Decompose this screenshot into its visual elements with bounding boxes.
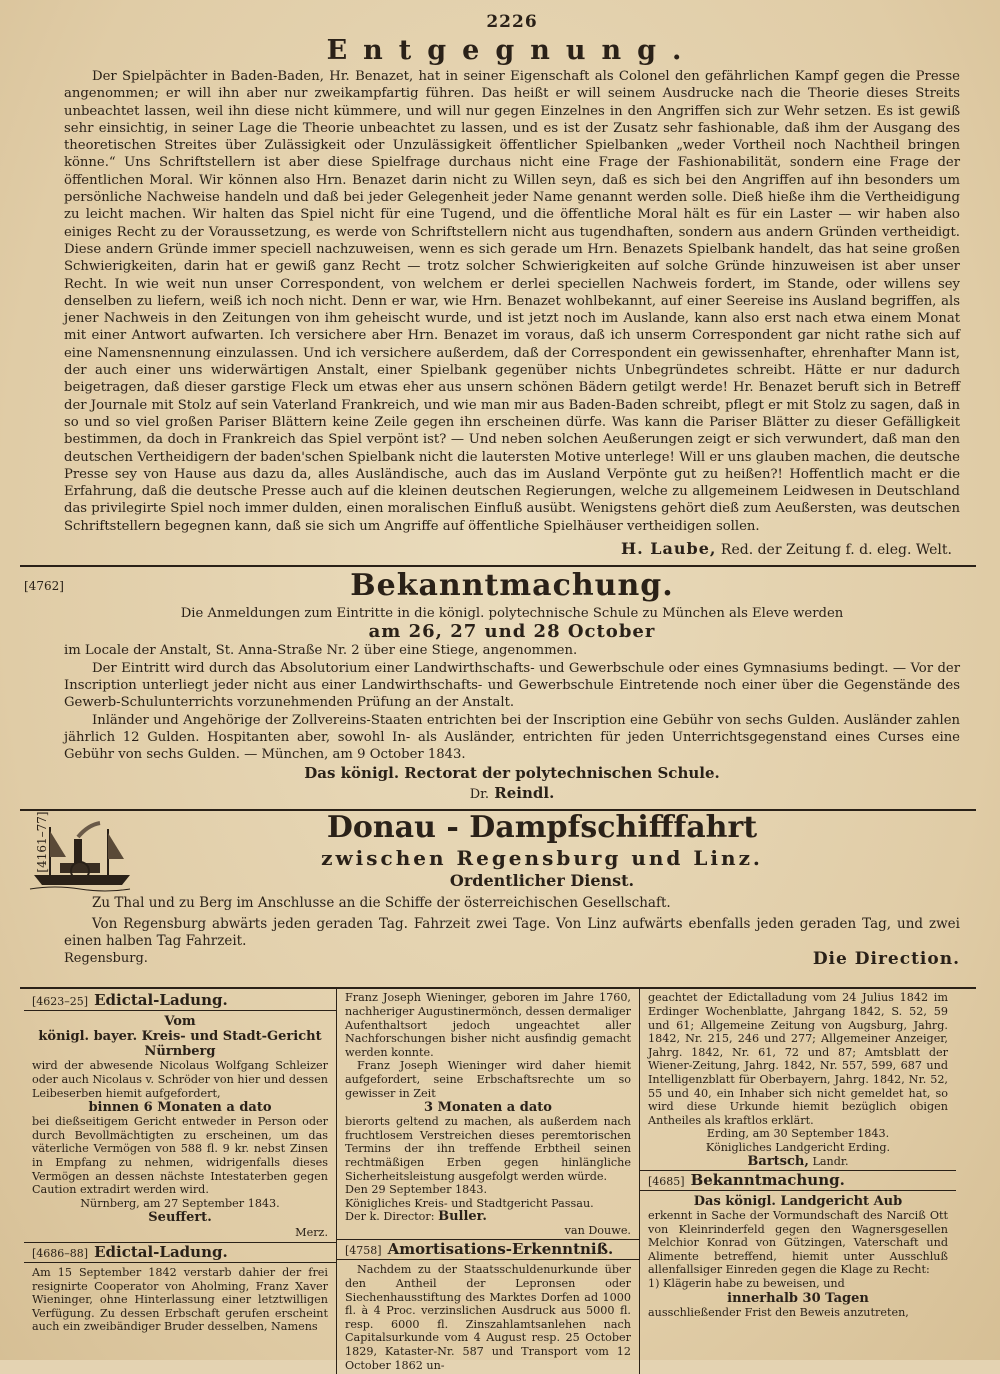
edictal-text2: bei dießseitigem Gericht entweder in Person oder durch Bevollmächtigten zu erscheinen, um das väterliche Vermögen von 588 fl. 9 kr. nebst Zinsen in Empfang zu nehmen, widrigenfalls dieses Vermögen an dessen nächste Intestaterben gegen Caution extradirt werden wird. [32, 1115, 328, 1197]
donau-footer [64, 950, 960, 968]
notice-para2: Der Eintritt wird durch das Absolutorium einer Landwirthschafts- und Gewerbschule oder eines Gymnasiums bedingt. — Vor der Inscription unterliegt jeder nicht aus einer Landwirthschafts- und Gewerbschule Eintretende noch einer über die Gegenstände des Gewerb-Schulunterrichts vorzunehmenden Prüfung an der Anstalt. [64, 660, 960, 711]
amortisation-title: Amortisations-Erkenntniß. [387, 1240, 614, 1259]
donau-place: Regensburg. [64, 951, 148, 967]
passau-text1: Franz Joseph Wieninger, geboren im Jahre 1760, nachheriger Augustinermönch, dessen dermaliger Aufenthaltsort jedoch ungeachtet aller Nachforschungen bisher nicht ausfindig gemacht werden konnte. [345, 991, 631, 1059]
page-number: 2226 [486, 12, 538, 32]
aub-tail: ausschließender Frist den Beweis anzutreten, [648, 1305, 909, 1319]
aub-header [640, 1170, 956, 1191]
notice-title: Bekanntmachung. [350, 568, 674, 604]
donau-para1: Zu Thal und zu Berg im Anschlusse an die Schiffe der österreichischen Gesellschaft. [92, 895, 671, 912]
erding-sign [648, 1155, 948, 1169]
steamship-icon [30, 817, 140, 895]
notice-line1: Die Anmeldungen zum Eintritte in die königl. polytechnische Schule zu München als Eleve werden [180, 606, 844, 622]
notice-para3: Inländer und Angehörige der Zollvereins-Staaten entrichten bei der Inscription eine Gebühr von sechs Gulden. Ausländer zahlen jährlich 12 Gulden. Hospitanten aber, sowohl In- als Ausländer, entrichten für jeden Unterrichtsgegenstand eines Curses eine Gebühr von sechs Gulden. — München, am 9 October 1843. [64, 712, 960, 763]
erding-date: Erding, am 30 September 1843. [706, 1127, 890, 1141]
donau-direction: Die Direction. [812, 949, 960, 970]
edictal-ref-1: [4623–25] [32, 995, 89, 1009]
entgegnung-article [64, 34, 960, 561]
donau-advert [35, 810, 960, 983]
edictal-header-2 [24, 1242, 336, 1263]
notice-signature2 [64, 783, 960, 805]
column-3 [640, 989, 956, 1374]
donau-reference: [4161–77] [35, 811, 49, 873]
aub-item: 1) Klägerin habe zu beweisen, und [648, 1277, 845, 1291]
passau-court: Königliches Kreis- und Stadtgericht Passau. [345, 1196, 594, 1210]
amortisation-header [337, 1239, 639, 1260]
passau-date: Den 29 September 1843. [345, 1183, 488, 1197]
column-1 [20, 989, 336, 1374]
bekanntmachung-notice [24, 567, 960, 805]
edictal-deadline: binnen 6 Monaten a dato [88, 1100, 272, 1116]
edictal-clerk: Merz. [295, 1226, 328, 1240]
entgegnung-title: Entgegnung. [326, 35, 698, 66]
edictal-text-b: Am 15 September 1842 verstarb dahier der frei resignirte Cooperator von Aholming, Franz Xaver Wieninger, ohne Hinterlassung einer letztwilligen Verfügung. Zu dessen Erbschaft gerufen erscheint auch ein zweibändiger Bruder desselben, Namens [32, 1265, 328, 1334]
passau-director-line [345, 1210, 631, 1224]
donau-title: Donau - Dampfschifffahrt [326, 810, 758, 846]
notice-sign-prefix: Dr. [469, 787, 490, 803]
entgegnung-body: Der Spielpächter in Baden-Baden, Hr. Benazet, hat in seiner Eigenschaft als Colonel den gefährlichen Kampf gegen die Presse angenommen; er will ihn aber nur zweikampfartig führen. Das heißt er will seinem Ausdrucke nach die Theorie dieses Streits unbeachtet lassen, weil ihn diese nicht kümmere, und will nur gegen Einzelnes in den Angriffen sich zur Wehr setzen. Es ist gewiß sehr einsichtig, in seiner Lage die Theorie unbeachtet zu lassen, und es ist der Zusatz sehr fashionable, daß ihm der Ausgang des theoretischen Streites über Zulässigkeit oder Unzulässigkeit öffentlicher Spielbanken „weder Vortheil noch Nachtheil bringen könne.“ Uns Schriftstellern ist aber diese Spielfrage durchaus nicht eine Frage der Fashionabilität, sondern eine Frage der öffentlichen Moral. Wir können also Hrn. Benazet darin nicht zu Willen seyn, daß es sich bei den Angriffen auf ihn besonders um persönliche Nachweise handeln und daß bei jeder Gelegenheit jeder Name genannt werden solle. Dieß hieße ihm die Vertheidigung zu leicht machen. Wir halten das Spiel nicht für eine Tugend, und die öffentliche Moral hält es für ein Laster — wir haben also einiges Recht zu der Voraussetzung, es werde von Schriftstellern nicht aus tugendhaften, sondern aus andern Gründen vertheidigt. Diese andern Gründe immer speciell nachzuweisen, wenn es sich gerade um Hrn. Benazets Spielbank handelt, das hat seine großen Schwierigkeiten, darin hat er gewiß ganz Recht — trotz solcher Schwierigkeiten auf solche Gründe hinzuweisen ist aber unser Recht. In wie weit nun unser Correspondent, von welchem er derlei speciellen Nachweis fordert, im Stande, oder willens sey denselben zu liefern, weiß ich noch nicht. Denn er war, wie Hrn. Benazet wohlbekannt, auf einer Seereise ins Ausland begriffen, als jener Nachweis in den Zeitungen von ihm geheischt wurde, und ist jetzt noch im Auslande, kann also erst nach etwa einem Monat mit einer Antwort aufwarten. Ich versichere aber Hrn. Benazet im voraus, daß ich unserm Correspondent gar nicht rathe sich auf eine Namensnennung einzulassen. Und ich versichere außerdem, daß der Correspondent ein gewissenhafter, ehrenhafter Mann ist, der auch einer uns widerwärtigen Anstalt, einer Spielbank gegenüber nichts Unbegründetes schreibt. Hätte er nur dadurch beigetragen, daß dieser garstige Fleck um etwas eher aus unsern schönen Bädern getilgt werde! Hr. Benazet beruft sich in Betreff der Journale mit Stolz auf sein Vaterland Frankreich, und wie man mir aus Baden-Baden schreibt, pflegt er mit Stolz zu sagen, daß in so und so viel großen Pariser Blättern keine Zeile gegen ihn erscheinen dürfe. Was kann die Pariser Blätter zu dieser Gefälligkeit bestimmen, da doch in Frankreich das Spiel verpönt ist? — Und neben solchen Aeußerungen zeigt er sich verwundert, daß man den deutschen Vertheidigern der baden'schen Spielbank nicht die lautersten Motive unterlege! Will er uns glauben machen, die deutsche Presse sey von Hause aus dazu da, alles Ausländische, auch das im Ausland Verpönte gut zu heißen?! Hoffentlich macht er die Erfahrung, daß die deutsche Presse auch auf die kleinen deutschen Regierungen, welche zu allgemeinem Leidwesen in Deutschland das privilegirte Spiel noch immer dulden, einen moralischen Einfluß ausübt. Wenigstens gehört dieß zum Aeußersten, was deutschen Schriftstellern begegnen kann, daß sie sich um Angriffe auf öffentliche Spielhäuser vertheidigen sollen. [64, 69, 960, 534]
aub-court: Das königl. Landgericht Aub [693, 1194, 903, 1210]
erding-role: Landr. [812, 1154, 849, 1168]
passau-name: Buller. [438, 1209, 487, 1225]
edictal-ref-2: [4686–88] [32, 1246, 89, 1260]
amortisation-ref: [4758] [345, 1244, 382, 1258]
edictal-title-1: Edictal-Ladung. [94, 991, 228, 1010]
edictal-sign: Seuffert. [148, 1210, 212, 1226]
aub-text: erkennt in Sache der Vormundschaft des Narciß Ott von Kleinrinderfeld gegen den Wagnersgesellen Melchior Konrad von Gützingen, Vaterschaft und Alimente betreffend, hiemit unter Ausschluß allenfallsiger Einreden gegen die Klage zu Recht: [648, 1209, 948, 1277]
notice-line2: im Locale der Anstalt, St. Anna-Straße Nr. 2 über eine Stiege, angenommen. [64, 643, 578, 659]
edictal-text1: wird der abwesende Nicolaus Wolfgang Schleizer oder auch Nicolaus v. Schröder von hier und dessen Leibeserben hiemit aufgefordert, [32, 1059, 328, 1100]
signature-name: H. Laube, [621, 539, 717, 559]
notice-sign-name: Reindl. [494, 784, 555, 803]
notice-dates: am 26, 27 und 28 October [368, 621, 656, 643]
passau-clerk: van Douwe. [564, 1223, 631, 1237]
aub-deadline: innerhalb 30 Tagen [727, 1290, 869, 1306]
passau-director: Der k. Director: [345, 1210, 435, 1224]
edictal-court: königl. bayer. Kreis- und Stadt-Gericht Nürnberg [38, 1029, 322, 1060]
edictal-header-1 [24, 991, 336, 1011]
donau-subtitle: zwischen Regensburg und Linz. [321, 846, 763, 871]
three-column-notices [20, 989, 976, 1374]
notice-signature1: Das königl. Rectorat der polytechnischen Schule. [304, 764, 720, 783]
erding-name: Bartsch, [747, 1153, 809, 1169]
donau-para2: Von Regensburg abwärts jeden geraden Tag. Fahrzeit zwei Tage. Von Linz aufwärts ebenfalls jeden geraden Tag, und zwei einen halben Tag Fahrzeit. [64, 916, 960, 950]
aub-ref: [4685] [648, 1175, 685, 1189]
edictal-vom: Vom [164, 1014, 196, 1030]
notice-header [24, 567, 960, 605]
signature-role: Red. der Zeitung f. d. eleg. Welt. [720, 542, 952, 559]
passau-text3: bierorts geltend zu machen, als außerdem nach fruchtlosem Verstreichen dieses peremtorischen Termins der ihn treffende Erbtheil seinen rechtmäßigen Erben gegen hinlängliche Sicherheitsleistung ausgefolgt werden würde. [345, 1115, 631, 1183]
erding-text: geachtet der Edictalladung vom 24 Julius 1842 im Erdinger Wochenblatte, Jahrgang 1842, S. 52, 59 und 61; Allgemeine Zeitung von Augsburg, Jahrg. 1842, Nr. 215, 246 und 277; Allgemeiner Anzeiger, Jahrg. 1842, Nr. 61, 72 und 87; Amtsblatt der Wiener-Zeitung, Jahrg. 1842, Nr. 557, 599, 687 und Intelligenzblatt für Oberbayern, Jahrg. 1842, Nr. 52, 55 und 40, ein Inhaber sich nicht gemeldet hat, so wird diese Urkunde hiemit bezüglich obigen Antheiles als kraftlos erklärt. [648, 991, 948, 1127]
entgegnung-signature [64, 539, 960, 561]
notice-reference: [4762] [24, 579, 64, 594]
column-2 [336, 989, 640, 1374]
passau-deadline: 3 Monaten a dato [424, 1100, 552, 1116]
passau-text2: Franz Joseph Wieninger wird daher hiemit aufgefordert, seine Erbschaftsrechte um so gewisser in Zeit [345, 1059, 631, 1100]
edictal-title-2: Edictal-Ladung. [94, 1242, 228, 1261]
aub-title: Bekanntmachung. [690, 1171, 845, 1190]
edictal-date: Nürnberg, am 27 September 1843. [80, 1196, 280, 1210]
donau-service: Ordentlicher Dienst. [449, 871, 635, 891]
amortisation-text: Nachdem zu der Staatsschuldenurkunde über den Antheil der Lepronsen oder Siechenhausstiftung des Marktes Dorfen ad 1000 fl. à 4 Proc. verzinslichen Ausdruck aus 5000 fl. resp. 6000 fl. Zinszahlamtsanlehen nach Capitalsurkunde vom 4 August resp. 25 October 1829, Kataster-Nr. 587 und Transport vom 12 October 1862 un- [345, 1263, 631, 1372]
erding-court: Königliches Landgericht Erding. [705, 1140, 891, 1154]
